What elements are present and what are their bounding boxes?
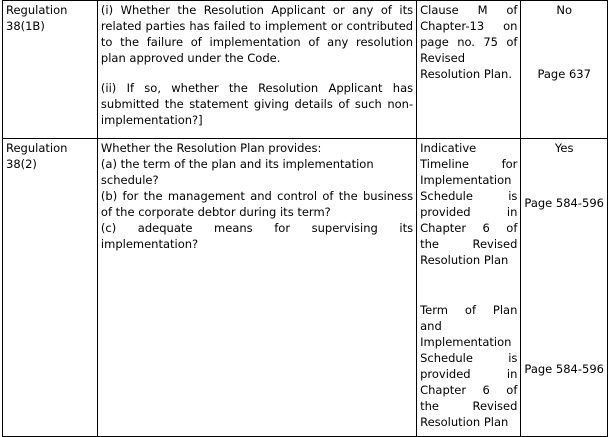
reference-line: Implementation: [420, 173, 512, 187]
reference-line: Chapter 6 of: [420, 221, 518, 235]
reference-line: Revised: [420, 51, 466, 65]
reference-line: Schedule is: [420, 351, 518, 365]
reference-line: provided in: [420, 367, 518, 381]
regulation-cell: [3, 1, 98, 139]
reference-line: Term of Plan: [420, 303, 518, 317]
reference-line: the Revised: [420, 399, 518, 413]
regulation-label: Regulation: [6, 3, 68, 17]
reference-cell: [417, 1, 521, 139]
requirement-paragraph: (i) Whether the Resolution Applicant or any of its related parties has failed to implement or contributed to the failure of implementation of any resolution plan approved under the Code.: [100, 3, 414, 65]
regulation-cell: [3, 139, 98, 437]
compliance-status: No: [556, 3, 573, 17]
reference-line: the Revised: [420, 237, 518, 251]
reference-line: Implementation: [420, 335, 512, 349]
reference-line: Schedule is: [420, 189, 518, 203]
reference-line: Chapter-13 on: [420, 19, 518, 33]
table-row: [3, 1, 608, 139]
reference-line: Clause M of: [420, 3, 518, 17]
requirement-line: Whether the Resolution Plan provides:: [100, 141, 322, 155]
reference-line: Timeline for: [420, 157, 518, 171]
requirement-cell: [97, 139, 416, 437]
requirement-line: (b) for the management and control of the business of the corporate debtor during its term?: [100, 189, 414, 219]
reference-line: Chapter 6 of: [420, 383, 518, 397]
table-row: [3, 139, 608, 437]
reference-line: Resolution Plan: [420, 253, 509, 267]
compliance-page-ref: Page 584-596: [524, 196, 604, 210]
compliance-page-ref: Page 637: [537, 67, 591, 81]
requirement-line: (a) the term of the plan and its implementation schedule?: [100, 157, 374, 187]
compliance-status: Yes: [554, 141, 574, 155]
reference-line: page no. 75 of: [420, 35, 518, 49]
compliance-page-ref: Page 584-596: [524, 362, 604, 376]
requirement-line: (c) adequate means for supervising its implementation?: [100, 221, 414, 251]
reference-line: provided in: [420, 205, 518, 219]
regulation-label: Regulation: [6, 141, 68, 155]
reference-cell: [417, 139, 521, 437]
regulation-number: 38(1B): [6, 19, 45, 33]
reference-line: Resolution Plan: [420, 415, 509, 429]
reference-line: Resolution Plan.: [420, 67, 512, 81]
regulation-number: 38(2): [6, 157, 37, 171]
compliance-cell: [521, 1, 608, 139]
requirement-cell: [97, 1, 416, 139]
compliance-cell: [521, 139, 608, 437]
compliance-table: [2, 0, 608, 437]
reference-line: Indicative: [420, 141, 477, 155]
reference-line: and: [420, 319, 442, 333]
requirement-paragraph: (ii) If so, whether the Resolution Applicant has submitted the statement giving details of such non-implementation?]: [100, 81, 414, 127]
